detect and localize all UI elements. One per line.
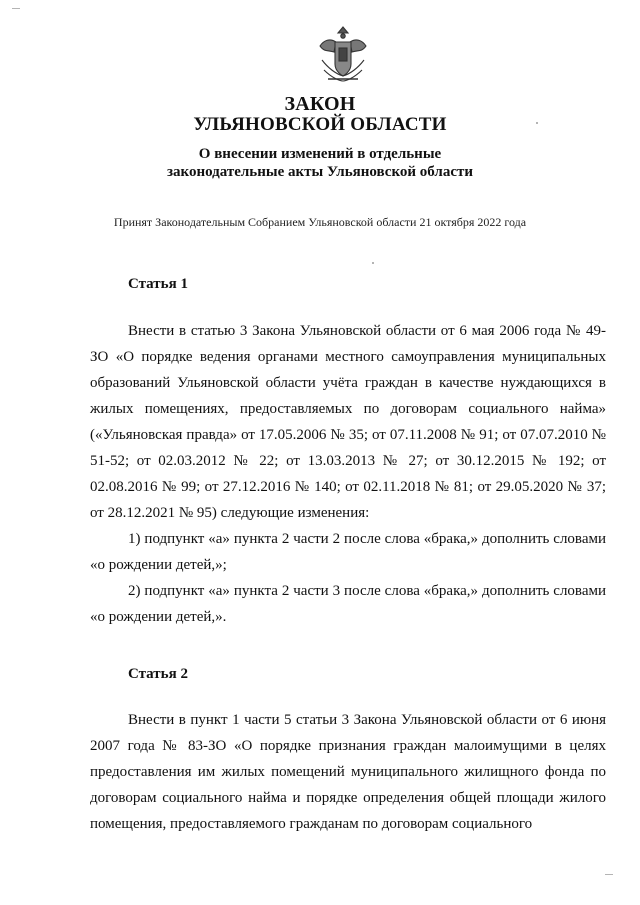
law-subject-line2: законодательные акты Ульяновской области — [166, 164, 474, 180]
scan-speck — [605, 874, 613, 875]
adoption-statement: Принят Законодательным Собранием Ульяновской области 21 октября 2022 года — [113, 215, 527, 229]
scan-speck — [372, 262, 374, 264]
scan-speck — [12, 8, 20, 9]
law-title: ЗАКОН — [284, 93, 356, 115]
article-2-paragraph: Внести в пункт 1 части 5 статьи 3 Закона Ульяновской области от 6 июня 2007 года № 83-ЗО «О порядке признания граждан малоимущими в целях предоставления им жилых помещений муниципального жилищного фонда по договорам социального найма и порядке определения общей площади жилого помещения, предоставляемого гражданам по договорам социального — [90, 712, 606, 832]
article-1-item-2: 2) подпункт «а» пункта 2 части 3 после слова «брака,» дополнить словами «о рождении детей,». — [90, 583, 606, 625]
article-1-item-1: 1) подпункт «а» пункта 2 части 2 после слова «брака,» дополнить словами «о рождении детей,»; — [90, 531, 606, 573]
article-2-heading: Статья 2 — [128, 666, 188, 682]
article-1-heading: Статья 1 — [128, 276, 188, 292]
law-subject-line1: О внесении изменений в отдельные — [198, 146, 442, 162]
scan-speck — [536, 122, 538, 124]
law-region: УЛЬЯНОВСКОЙ ОБЛАСТИ — [193, 114, 447, 135]
article-1-paragraph: Внести в статью 3 Закона Ульяновской области от 6 мая 2006 года № 49-ЗО «О порядке ведения органами местного самоуправления муниципальных образований Ульяновской области учёта граждан в качестве нуждающихся в жилых помещениях, предоставляемых по договорам социального найма» («Ульяновская правда» от 17.05.2006 № 35; от 07.11.2008 № 91; от 07.07.2010 № 51-52; от 02.03.2012 № 22; от 13.03.2013 № 27; от 30.12.2015 № 192; от 02.08.2016 № 99; от 27.12.2016 № 140; от 02.11.2018 № 81; от 29.05.2020 № 37; от 28.12.2021 № 95) следующие изменения: — [90, 323, 606, 521]
coat-of-arms-icon — [314, 24, 372, 86]
